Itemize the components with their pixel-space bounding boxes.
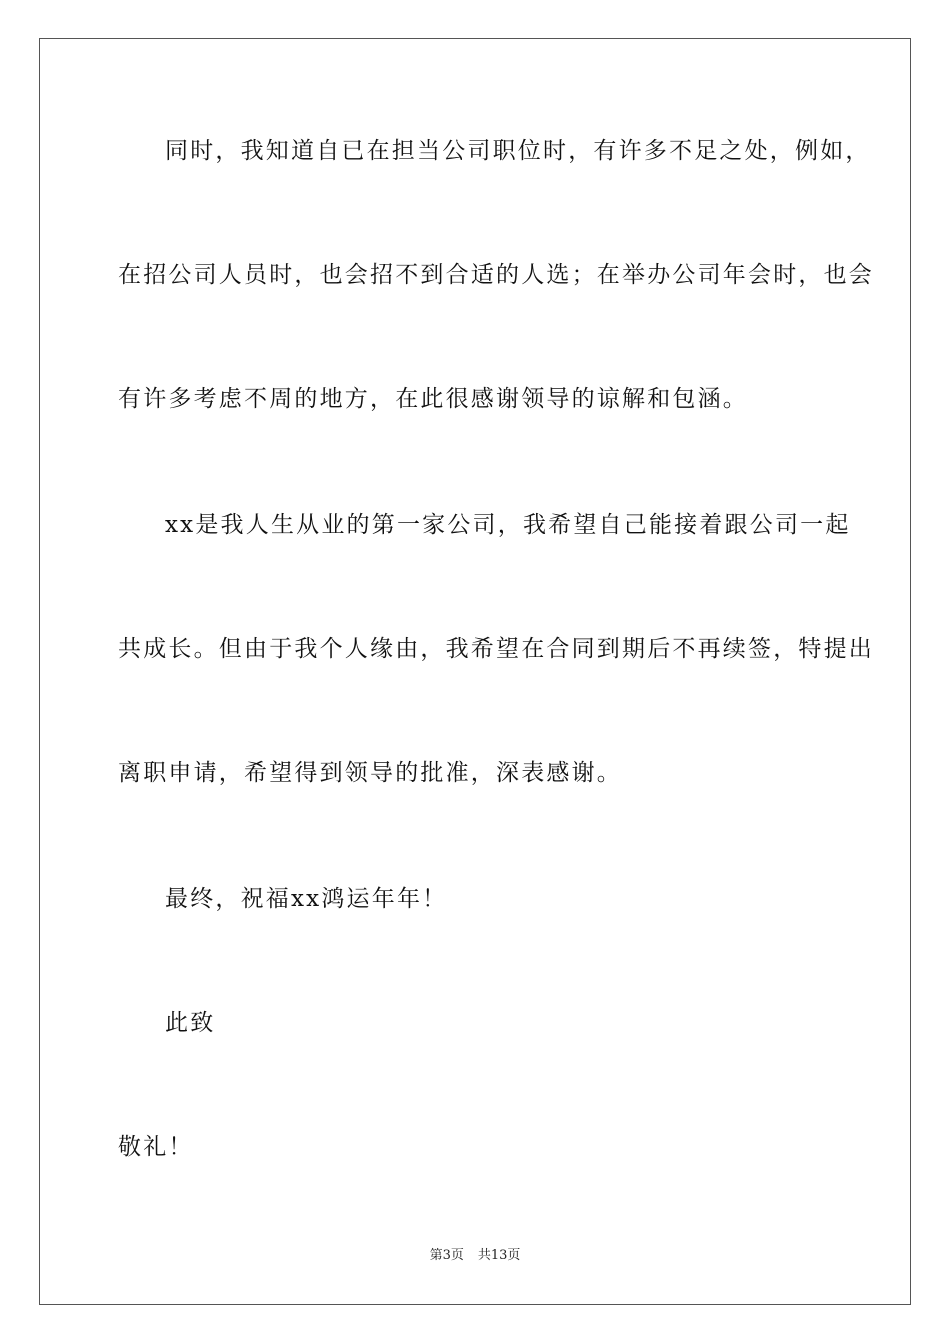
paragraph-line-3: 有许多考虑不周的地方，在此很感谢领导的谅解和包涵。 — [118, 386, 748, 412]
paragraph-line-4: xx是我人生从业的第一家公司，我希望自己能接着跟公司一起 — [165, 512, 851, 538]
page-footer — [0, 1247, 950, 1265]
page-border — [39, 38, 911, 1305]
closing-wish: 最终，祝福xx鸿运年年！ — [165, 886, 448, 912]
salutation-jing-li: 敬礼！ — [118, 1134, 194, 1160]
page-number: 第3页 — [429, 1248, 464, 1263]
salutation-ci-zhi: 此致 — [165, 1010, 216, 1036]
paragraph-line-6: 离职申请，希望得到领导的批准，深表感谢。 — [118, 760, 622, 786]
paragraph-line-2: 在招公司人员时，也会招不到合适的人选；在举办公司年会时，也会 — [118, 262, 874, 288]
total-pages: 共13页 — [477, 1248, 521, 1263]
paragraph-line-5: 共成长。但由于我个人缘由，我希望在合同到期后不再续签，特提出 — [118, 636, 874, 662]
paragraph-line-1: 同时，我知道自已在担当公司职位时，有许多不足之处，例如， — [165, 138, 871, 164]
